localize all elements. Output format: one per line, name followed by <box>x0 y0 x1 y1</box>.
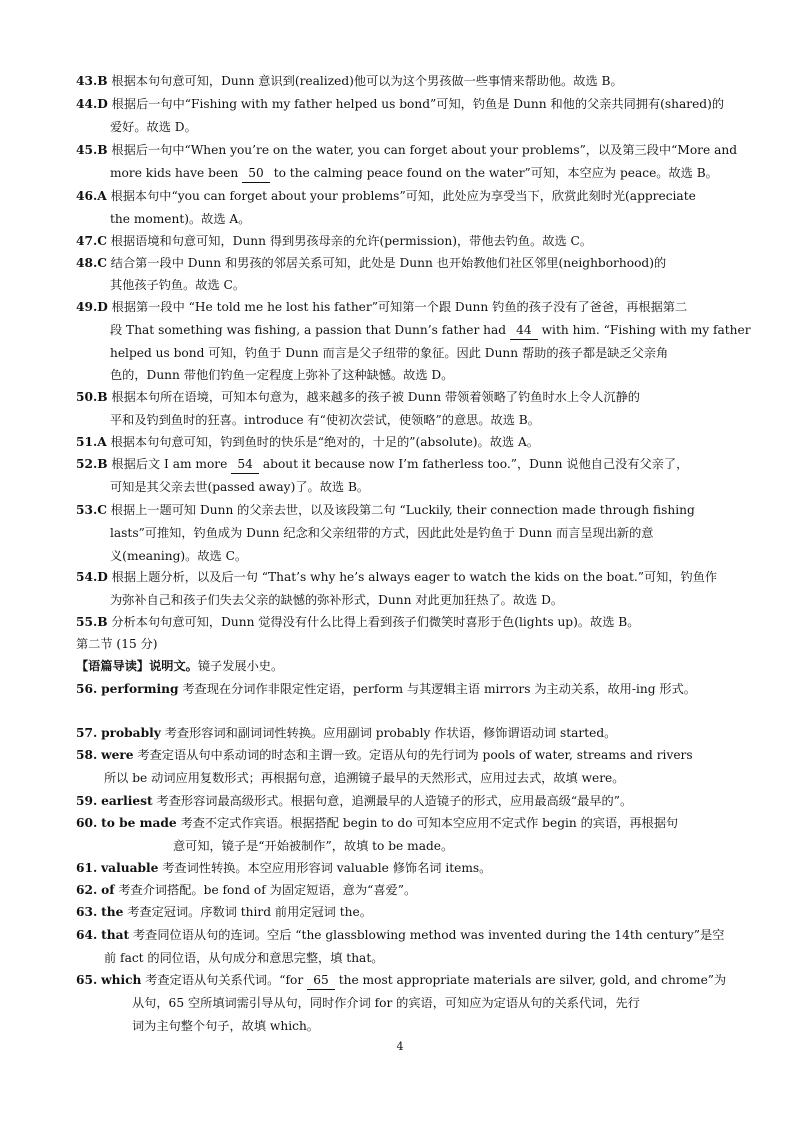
item-number: 64. <box>76 928 98 942</box>
item-number: 56. <box>76 682 98 696</box>
section-title: 第二节 (15 分) <box>76 637 158 651</box>
item-explanation-cont: 平和及钓到鱼时的狂喜。introduce 有“使初次尝试，使领略”的意思。故选 B。 <box>110 413 540 427</box>
item-number: 59. <box>76 794 98 808</box>
item-answer: that <box>101 928 130 942</box>
item-answer: C <box>97 503 107 517</box>
item-number: 52. <box>76 457 98 471</box>
item-explanation: 分析本句句意可知，Dunn 觉得没有什么比得上看到孩子们微笑时喜形于色(lights up)。故选 B。 <box>111 615 640 629</box>
item-answer: D <box>97 570 108 584</box>
item-explanation: about it because now I’m fatherless too.”，Dunn 说他自己没有父亲了， <box>262 457 689 471</box>
item-answer: C <box>97 256 107 270</box>
item-explanation: 根据上题分析，以及后一句 “That’s why he’s always eager to watch the kids on the boat.”可知，钓鱼作 <box>111 570 718 584</box>
item-number: 46. <box>76 189 98 203</box>
item-number: 47. <box>76 234 98 248</box>
item-explanation-cont: 为弥补自己和孩子们失去父亲的缺憾的弥补形式，Dunn 对此更加狂热了。故选 D。 <box>110 593 564 607</box>
item-explanation: 根据本句所在语境，可知本句意为，越来越多的孩子被 Dunn 带领着领略了钓鱼时水上令人沉静的 <box>111 390 640 404</box>
item-number: 58. <box>76 748 98 762</box>
item-answer: B <box>97 457 108 471</box>
item-explanation-cont: 从句，65 空所填词需引导从句，同时作介词 for 的宾语，可知应为定语从句的关系代词，先行 <box>132 996 640 1010</box>
item-explanation-cont: 色的，Dunn 带他们钓鱼一定程度上弥补了这种缺憾。故选 D。 <box>110 368 454 382</box>
item-answer: which <box>101 973 142 987</box>
item-explanation-cont: 其他孩子钓鱼。故选 C。 <box>110 278 246 292</box>
item-answer: earliest <box>101 794 153 808</box>
passage-guide <box>76 657 283 675</box>
item-answer: C <box>97 234 107 248</box>
item-answer: B <box>97 615 108 629</box>
item-answer: were <box>101 748 134 762</box>
item-number: 48. <box>76 256 98 270</box>
item-number: 60. <box>76 816 98 830</box>
item-explanation: 考查定语从句关系代词。“for <box>145 973 304 987</box>
item-explanation: 考查介词搭配。be fond of 为固定短语，意为“喜爱”。 <box>118 883 417 897</box>
item-number: 54. <box>76 570 98 584</box>
blank-number: 50 <box>242 164 270 183</box>
item-explanation: 根据后一句中“When you’re on the water, you can forget about your problems”，以及第三段中“More and <box>111 143 737 157</box>
item-answer: performing <box>101 682 179 696</box>
item-explanation-cont: 爱好。故选 D。 <box>110 120 197 134</box>
item-explanation-cont: 义(meaning)。故选 C。 <box>110 549 248 563</box>
item-explanation-cont: 前 fact 的同位语，从句成分和意思完整，填 that。 <box>104 951 384 965</box>
item-answer: B <box>97 390 108 404</box>
item-explanation: 根据本句句意可知，钓到鱼时的快乐是“绝对的，十足的”(absolute)。故选 A。 <box>110 435 539 449</box>
item-explanation: 根据后一句中“Fishing with my father helped us bond”可知，钓鱼是 Dunn 和他的父亲共同拥有(shared)的 <box>111 97 725 111</box>
passage-guide-label: 【语篇导读】说明文。 <box>76 659 198 673</box>
item-explanation: 根据语境和句意可知，Dunn 得到男孩母亲的允许(permission)，带他去钓鱼。故选 C。 <box>110 234 593 248</box>
item-number: 55. <box>76 615 98 629</box>
item-explanation-cont: 段 That something was fishing, a passion that Dunn’s father had <box>110 323 507 337</box>
blank-number: 44 <box>510 321 538 340</box>
item-explanation: 考查定冠词。序数词 third 前用定冠词 the。 <box>127 905 372 919</box>
item-explanation-cont: 意可知，镜子是“开始被制作”，故填 to be made。 <box>173 839 454 853</box>
item-explanation: 根据本句句意可知，Dunn 意识到(realized)他可以为这个男孩做一些事情来帮助他。故选 B。 <box>111 74 623 88</box>
item-explanation: 考查现在分词作非限定性定语，perform 与其逻辑主语 mirrors 为主动关系，故用-ing 形式。 <box>182 682 696 696</box>
item-explanation: 考查不定式作宾语。根据搭配 begin to do 可知本空应用不定式作 begin 的宾语，再根据句 <box>180 816 679 830</box>
item-number: 61. <box>76 861 98 875</box>
item-explanation: 根据本句中“you can forget about your problems”可知，此处应为享受当下，欣赏此刻时光(appreciate <box>110 189 696 203</box>
item-explanation: 结合第一段中 Dunn 和男孩的邻居关系可知，此处是 Dunn 也开始教他们社区邻里(neighborhood)的 <box>110 256 667 270</box>
item-number: 49. <box>76 300 98 314</box>
item-explanation-cont: more kids have been <box>110 166 239 180</box>
item-explanation: 根据后文 I am more <box>111 457 228 471</box>
item-answer: of <box>101 883 115 897</box>
item-explanation-cont: 可知是其父亲去世(passed away)了。故选 B。 <box>110 480 370 494</box>
blank-number: 54 <box>231 455 259 474</box>
item-explanation-cont: with him. “Fishing with my father <box>541 323 751 337</box>
item-explanation-cont: the moment)。故选 A。 <box>110 212 251 226</box>
item-explanation-cont: 词为主句整个句子，故填 which。 <box>132 1019 319 1033</box>
item-answer: valuable <box>101 861 159 875</box>
item-number: 63. <box>76 905 98 919</box>
item-answer: probably <box>101 726 161 740</box>
page-number: 4 <box>396 1040 404 1053</box>
item-answer: A <box>97 189 107 203</box>
item-number: 50. <box>76 390 98 404</box>
item-number: 43. <box>76 74 98 88</box>
item-number: 57. <box>76 726 98 740</box>
item-explanation: 考查词性转换。本空应用形容词 valuable 修饰名词 items。 <box>162 861 492 875</box>
item-answer: B <box>97 74 108 88</box>
item-explanation: 根据上一题可知 Dunn 的父亲去世，以及该段第二句 “Luckily, their connection made through fishing <box>110 503 695 517</box>
blank-number: 65 <box>307 971 335 990</box>
item-number: 45. <box>76 143 98 157</box>
item-answer: D <box>97 97 108 111</box>
item-number: 51. <box>76 435 98 449</box>
item-answer: B <box>97 143 108 157</box>
item-explanation-cont: helped us bond 可知，钓鱼于 Dunn 而言是父子纽带的象征。因此 Dunn 帮助的孩子都是缺乏父亲角 <box>110 346 669 360</box>
item-explanation: the most appropriate materials are silver, gold, and chrome”为 <box>338 973 727 987</box>
item-explanation: 考查定语从句中系动词的时态和主谓一致。定语从句的先行词为 pools of water, streams and rivers <box>137 748 693 762</box>
item-answer: D <box>97 300 108 314</box>
passage-guide-text: 镜子发展小史。 <box>197 659 284 673</box>
item-explanation: 考查同位语从句的连词。空后 “the glassblowing method was invented during the 14th century”是空 <box>133 928 725 942</box>
item-number: 65. <box>76 973 98 987</box>
item-explanation: 考查形容词最高级形式。根据句意，追溯最早的人造镜子的形式，应用最高级“最早的”。 <box>156 794 633 808</box>
item-explanation-cont: 所以 be 动词应用复数形式；再根据句意，追溯镜子最早的天然形式，应用过去式，故填 were。 <box>104 771 625 785</box>
item-explanation: 根据第一段中 “He told me he lost his father”可知第一个跟 Dunn 钓鱼的孩子没有了爸爸，再根据第二 <box>111 300 688 314</box>
item-explanation: 考查形容词和副词词性转换。应用副词 probably 作状语，修饰谓语动词 started。 <box>164 726 617 740</box>
item-answer: the <box>101 905 124 919</box>
item-answer: to be made <box>101 816 177 830</box>
item-explanation-cont: to the calming peace found on the water”可知，本空应为 peace。故选 B。 <box>273 166 718 180</box>
item-explanation-cont: lasts”可推知，钓鱼成为 Dunn 纪念和父亲纽带的方式，因此此处是钓鱼于 Dunn 而言呈现出新的意 <box>110 526 654 540</box>
item-number: 62. <box>76 883 98 897</box>
item-number: 53. <box>76 503 98 517</box>
item-number: 44. <box>76 97 98 111</box>
item-answer: A <box>97 435 107 449</box>
